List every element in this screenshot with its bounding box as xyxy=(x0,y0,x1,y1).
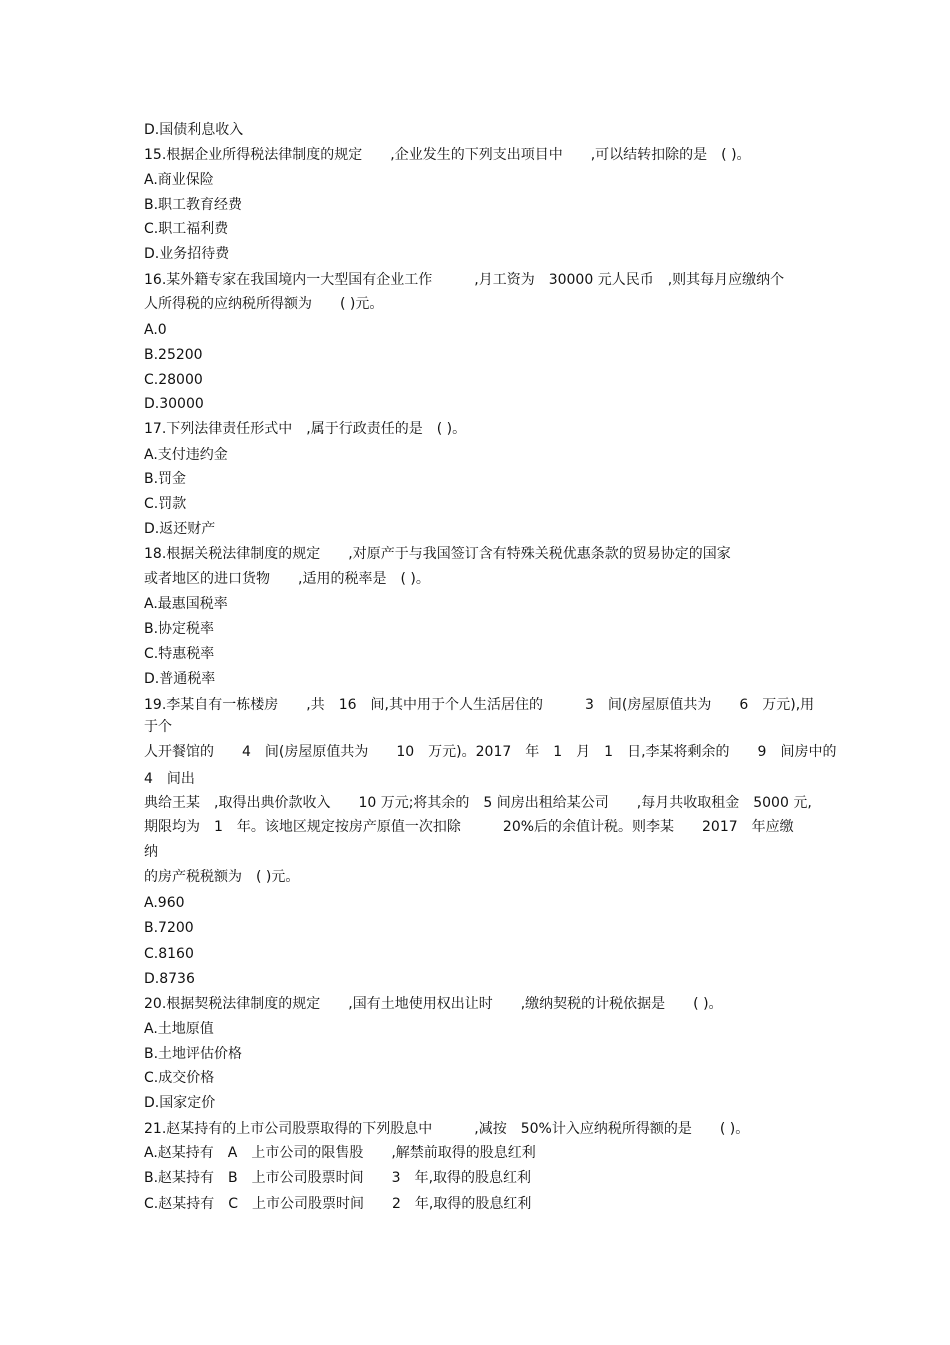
option-line: A.支付违约金 xyxy=(144,447,228,463)
option-line: D.30000 xyxy=(144,396,204,412)
option-line: D.国家定价 xyxy=(144,1095,216,1111)
option-line: B.7200 xyxy=(144,920,194,936)
question-line: 纳 xyxy=(144,844,158,860)
question-line: 期限均为 1 年。该地区规定按房产原值一次扣除 20%后的余值计税。则李某 2017 年应缴 xyxy=(144,819,794,835)
option-line: C.罚款 xyxy=(144,496,187,512)
option-line: D.返还财产 xyxy=(144,521,216,537)
option-line: A.商业保险 xyxy=(144,172,214,188)
option-line: A.最惠国税率 xyxy=(144,596,228,612)
option-line: B.协定税率 xyxy=(144,621,215,637)
question-line: 20.根据契税法律制度的规定 ,国有土地使用权出让时 ,缴纳契税的计税依据是 ( )。 xyxy=(144,996,723,1012)
question-line: 的房产税税额为 ( )元。 xyxy=(144,869,300,885)
question-line: 典给王某 ,取得出典价款收入 10 万元;将其余的 5 间房出租给某公司 ,每月共收取租金 5000 元, xyxy=(144,795,812,811)
question-line: 人开餐馆的 4 间(房屋原值共为 10 万元)。2017 年 1 月 1 日,李某将剩余的 9 间房中的 xyxy=(144,744,837,760)
option-line: B.职工教育经费 xyxy=(144,197,243,213)
question-line: 15.根据企业所得税法律制度的规定 ,企业发生的下列支出项目中 ,可以结转扣除的是 ( )。 xyxy=(144,147,751,163)
question-line: 17.下列法律责任形式中 ,属于行政责任的是 ( )。 xyxy=(144,421,467,437)
option-line: D.普通税率 xyxy=(144,671,216,687)
option-line: C.成交价格 xyxy=(144,1070,215,1086)
option-line: B.赵某持有 B 上市公司股票时间 3 年,取得的股息红利 xyxy=(144,1170,532,1186)
question-line: 21.赵某持有的上市公司股票取得的下列股息中 ,减按 50%计入应纳税所得额的是 ( )。 xyxy=(144,1121,750,1137)
option-line: C.8160 xyxy=(144,946,194,962)
option-line: D.国债利息收入 xyxy=(144,122,244,138)
option-line: A.土地原值 xyxy=(144,1021,214,1037)
option-line: D.业务招待费 xyxy=(144,246,230,262)
option-line: C.28000 xyxy=(144,372,203,388)
option-line: C.特惠税率 xyxy=(144,646,215,662)
option-line: B.罚金 xyxy=(144,471,187,487)
option-line: B.土地评估价格 xyxy=(144,1046,243,1062)
option-line: C.职工福利费 xyxy=(144,221,229,237)
option-line: A.赵某持有 A 上市公司的限售股 ,解禁前取得的股息红利 xyxy=(144,1145,536,1161)
question-line: 18.根据关税法律制度的规定 ,对原产于与我国签订含有特殊关税优惠条款的贸易协定的国家 xyxy=(144,546,731,562)
question-line: 人所得税的应纳税所得额为 ( )元。 xyxy=(144,296,384,312)
question-line: 16.某外籍专家在我国境内一大型国有企业工作 ,月工资为 30000 元人民币 ,则其每月应缴纳个 xyxy=(144,272,785,288)
question-line: 或者地区的进口货物 ,适用的税率是 ( )。 xyxy=(144,571,430,587)
option-line: A.960 xyxy=(144,895,185,911)
option-line: A.0 xyxy=(144,322,167,338)
question-line: 4 间出 xyxy=(144,771,195,787)
option-line: C.赵某持有 C 上市公司股票时间 2 年,取得的股息红利 xyxy=(144,1196,532,1212)
option-line: B.25200 xyxy=(144,347,203,363)
option-line: D.8736 xyxy=(144,971,195,987)
question-line: 于个 xyxy=(144,719,172,735)
question-line: 19.李某自有一栋楼房 ,共 16 间,其中用于个人生活居住的 3 间(房屋原值共为 6 万元),用 xyxy=(144,697,815,713)
